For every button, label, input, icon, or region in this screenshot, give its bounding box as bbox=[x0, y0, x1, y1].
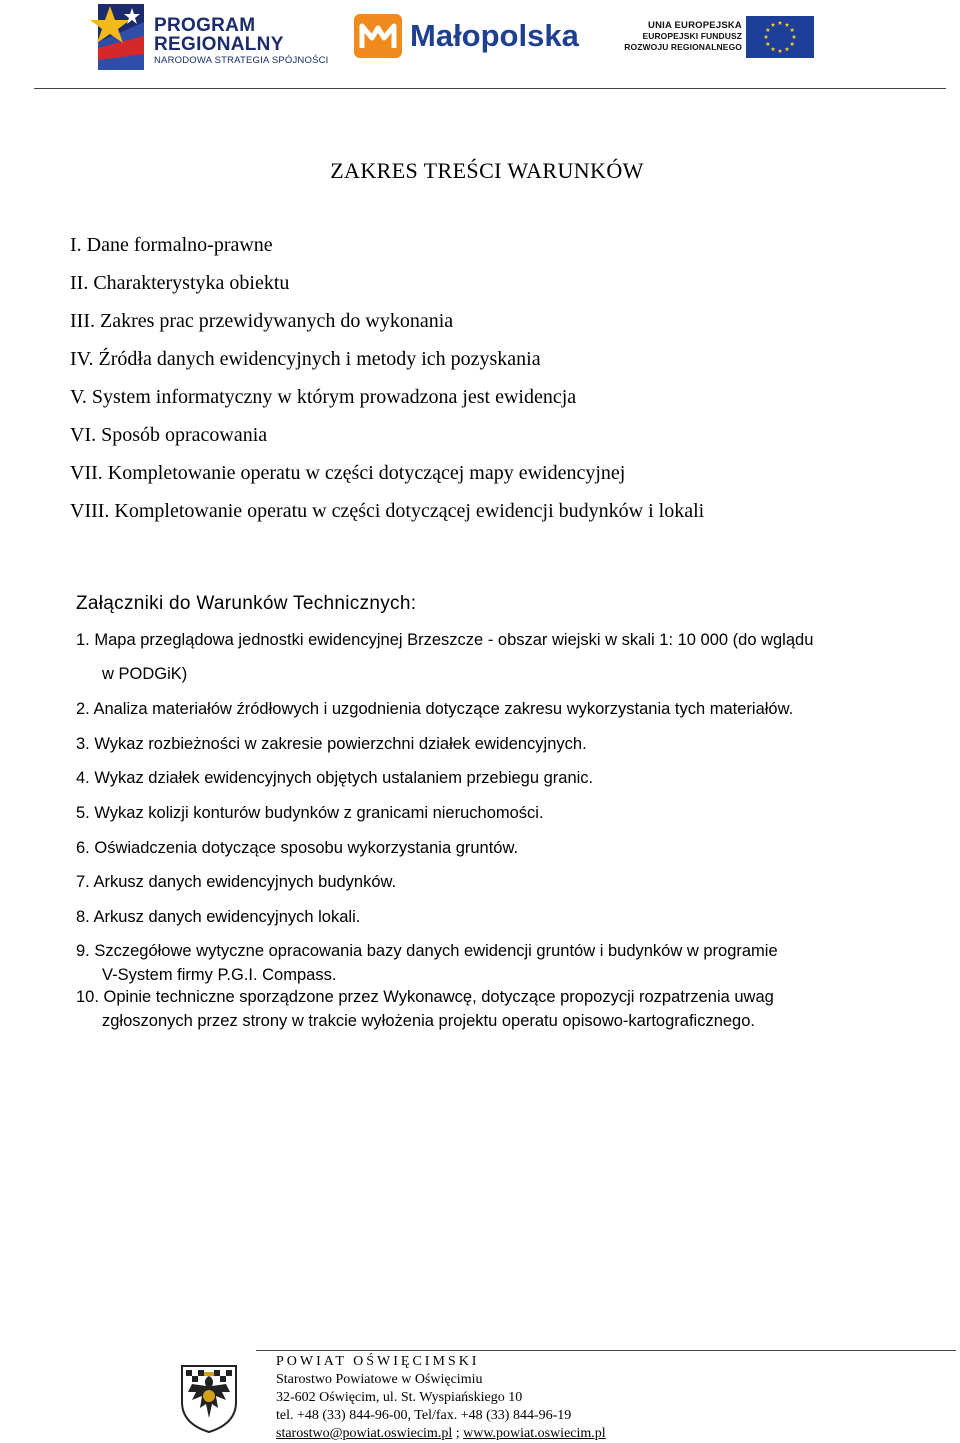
program-logo-line2: REGIONALNY bbox=[154, 34, 284, 55]
sections-list bbox=[70, 226, 704, 530]
attachment-number: 2. bbox=[76, 700, 90, 718]
footer-links-row bbox=[276, 1425, 956, 1443]
section-item: II. Charakterystyka obiektu bbox=[70, 272, 290, 294]
attachment-text: Arkusz danych ewidencyjnych budynków. bbox=[93, 873, 397, 891]
attachment-number: 1. bbox=[76, 631, 90, 649]
attachment-number: 7. bbox=[76, 873, 90, 891]
email-link[interactable]: starostwo@powiat.oswiecim.pl bbox=[276, 1426, 453, 1441]
footer-address: 32-602 Oświęcim, ul. St. Wyspiańskiego 10 bbox=[276, 1390, 523, 1405]
attachment-item bbox=[76, 697, 916, 721]
attachment-item bbox=[76, 939, 916, 987]
attachment-item bbox=[76, 836, 916, 860]
attachment-text-continued: V-System firmy P.G.I. Compass. bbox=[102, 966, 337, 984]
section-item: VIII. Kompletowanie operatu w części dotyczącej ewidencji budynków i lokali bbox=[70, 500, 705, 522]
attachment-number: 9. bbox=[76, 942, 90, 960]
attachment-number: 3. bbox=[76, 735, 90, 753]
eu-logo-line1: UNIA EUROPEJSKA bbox=[648, 20, 742, 31]
eu-flag-icon bbox=[746, 16, 814, 58]
malopolska-logo bbox=[354, 14, 594, 60]
footer-phone: tel. +48 (33) 844-96-00, Tel/fax. +48 (33) 844-96-19 bbox=[276, 1408, 572, 1423]
attachment-text-continued: zgłoszonych przez strony w trakcie wyłożenia projektu operatu opisowo-kartograficznego. bbox=[102, 1012, 755, 1030]
footer-contact bbox=[276, 1353, 956, 1443]
attachment-number: 10. bbox=[76, 988, 99, 1006]
attachment-text: Analiza materiałów źródłowych i uzgodnienia dotyczące zakresu wykorzystania tych materiałów. bbox=[93, 700, 794, 718]
powiat-oswiecimski-crest-icon bbox=[178, 1362, 240, 1434]
section-item: VI. Sposób opracowania bbox=[70, 424, 268, 446]
eu-logo bbox=[618, 16, 818, 60]
document-title: ZAKRES TREŚCI WARUNKÓW bbox=[330, 158, 644, 183]
header-divider bbox=[34, 88, 946, 89]
attachment-text: Mapa przeglądowa jednostki ewidencyjnej Brzeszcze - obszar wiejski w skali 1: 10 000 (do wglądu bbox=[94, 631, 814, 649]
eu-logo-line3: ROZWOJU REGIONALNEGO bbox=[624, 41, 742, 52]
attachment-text: Arkusz danych ewidencyjnych lokali. bbox=[93, 908, 361, 926]
website-link[interactable]: www.powiat.oswiecim.pl bbox=[463, 1426, 606, 1441]
page-header bbox=[0, 0, 960, 92]
footer-office: Starostwo Powiatowe w Oświęcimiu bbox=[276, 1372, 483, 1387]
footer-county: POWIAT OŚWIĘCIMSKI bbox=[276, 1354, 480, 1369]
eu-logo-line2: EUROPEJSKI FUNDUSZ bbox=[642, 31, 742, 41]
attachment-number: 6. bbox=[76, 839, 90, 857]
attachment-text: Szczegółowe wytyczne opracowania bazy danych ewidencji gruntów i budynków w programie bbox=[94, 942, 778, 960]
attachment-number: 5. bbox=[76, 804, 90, 822]
program-regionalny-star-logo-icon bbox=[88, 2, 150, 72]
section-item: IV. Źródła danych ewidencyjnych i metody ich pozyskania bbox=[70, 348, 541, 370]
attachment-item bbox=[76, 623, 916, 691]
malopolska-logo-text: Małopolska bbox=[410, 18, 579, 53]
attachment-item bbox=[76, 870, 916, 894]
malopolska-logo-icon bbox=[354, 14, 402, 58]
footer-divider bbox=[256, 1350, 956, 1351]
attachment-number: 4. bbox=[76, 769, 90, 787]
footer-separator: ; bbox=[452, 1426, 464, 1441]
section-item: V. System informatyczny w którym prowadzona jest ewidencja bbox=[70, 386, 577, 408]
program-logo-line1: PROGRAM bbox=[154, 15, 256, 36]
attachment-item bbox=[76, 732, 916, 756]
attachment-item bbox=[76, 985, 916, 1033]
attachment-text: Wykaz kolizji konturów budynków z granicami nieruchomości. bbox=[94, 804, 544, 822]
attachment-item bbox=[76, 905, 916, 929]
program-regionalny-logo bbox=[88, 2, 328, 72]
section-item: VII. Kompletowanie operatu w części dotyczącej mapy ewidencyjnej bbox=[70, 462, 626, 484]
attachment-item bbox=[76, 766, 916, 790]
attachment-item bbox=[76, 801, 916, 825]
attachment-number: 8. bbox=[76, 908, 90, 926]
program-regionalny-text bbox=[154, 16, 334, 68]
section-item: I. Dane formalno-prawne bbox=[70, 234, 273, 256]
attachment-text: Wykaz działek ewidencyjnych objętych ustalaniem przebiegu granic. bbox=[94, 769, 594, 787]
attachment-text: Opinie techniczne sporządzone przez Wykonawcę, dotyczące propozycji rozpatrzenia uwag bbox=[103, 988, 774, 1006]
eu-logo-text bbox=[618, 20, 742, 52]
attachment-text-continued: w PODGiK) bbox=[102, 665, 188, 683]
attachments-heading: Załączniki do Warunków Technicznych: bbox=[76, 593, 417, 614]
attachment-text: Wykaz rozbieżności w zakresie powierzchni działek ewidencyjnych. bbox=[94, 735, 587, 753]
program-logo-line3: NARODOWA STRATEGIA SPÓJNOŚCI bbox=[154, 55, 329, 66]
attachment-text: Oświadczenia dotyczące sposobu wykorzystania gruntów. bbox=[94, 839, 519, 857]
section-item: III. Zakres prac przewidywanych do wykonania bbox=[70, 310, 454, 332]
